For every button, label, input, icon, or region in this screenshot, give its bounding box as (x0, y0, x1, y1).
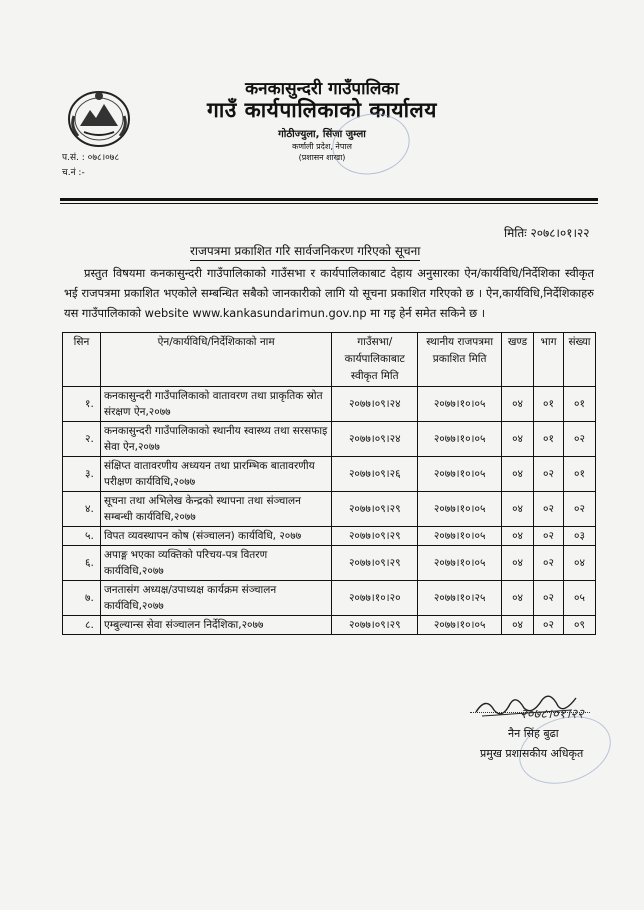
office-name: गाउँ कार्यपालिकाको कार्यालय (207, 98, 437, 122)
cell-name: विपत व्यवस्थापन कोष (संञ्चालन) कार्यविधि, २०७७ (100, 527, 331, 546)
cell-approved: २०७७।०९।२९ (332, 616, 418, 635)
header-sankhya: संख्या (563, 333, 595, 387)
table-row (63, 616, 596, 635)
cell-sankhya: ०३ (563, 527, 595, 546)
signature-date: २०७८।०१।२२ (520, 707, 584, 722)
cell-bhag: ०२ (534, 457, 564, 492)
table-row (63, 387, 596, 422)
table-row (63, 581, 596, 616)
signatory-name: नैन सिंह बुढा (508, 727, 559, 740)
table-header-row (63, 333, 596, 387)
cell-published: २०७७।१०।०५ (418, 492, 502, 527)
cell-sn: ८. (63, 616, 101, 635)
table-row (63, 527, 596, 546)
notice-date: मितिः २०७८।०१।२२ (504, 226, 590, 240)
office-province: कर्णाली प्रदेश, नेपाल (292, 142, 352, 151)
cell-sn: ३. (63, 457, 101, 492)
cell-bhag: ०१ (534, 387, 564, 422)
header-published-date: स्थानीय राजपत्रमा प्रकाशित मिति (418, 333, 502, 387)
cell-published: २०७७।१०।०५ (418, 527, 502, 546)
notice-subject: राजपत्रमा प्रकाशित गरि सार्वजनिकरण गरिएको सूचना (190, 242, 420, 261)
cell-sankhya: ०९ (563, 616, 595, 635)
cell-sankhya: ०५ (563, 581, 595, 616)
cell-name: कनकासुन्दरी गाउँपालिकाको वातावरण तथा प्राकृतिक स्रोत संरक्षण ऐन,२०७७ (100, 387, 331, 422)
cell-khanda: ०४ (502, 492, 534, 527)
cell-approved: २०७७।०९।२४ (332, 422, 418, 457)
cell-sankhya: ०२ (563, 422, 595, 457)
cell-sn: ७. (63, 581, 101, 616)
cell-published: २०७७।१०।०५ (418, 422, 502, 457)
cell-khanda: ०४ (502, 527, 534, 546)
header-bhag: भाग (534, 333, 564, 387)
cell-bhag: ०२ (534, 616, 564, 635)
cell-published: २०७७।१०।०५ (418, 616, 502, 635)
reference-number: प.सं. : ०७८।०७८ (62, 153, 120, 163)
cell-sn: ६. (63, 546, 101, 581)
notice-body: प्रस्तुत विषयमा कनकासुन्दरी गाउँपालिकाको गाउँसभा र कार्यपालिकाबाट देहाय अनुसारका ऐन/कार्यविधि/निर्देशिका स्वीकृत भई राजपत्रमा प्रकाशित भएकोले सम्बन्धित सबैको जानकारीको लागि यो सूचना प्रकाशित गरिएको छ । ऐन,कार्यविधि,निर्देशिकाहरु यस गाउँपालिकाको website www.kankasundarimun.gov.np मा गइ हेर्न समेत सकिने छ । (64, 266, 594, 320)
header-khanda: खण्ड (502, 333, 534, 387)
table-row (63, 546, 596, 581)
cell-approved: २०७७।०९।२९ (332, 546, 418, 581)
cell-sn: ५. (63, 527, 101, 546)
cell-published: २०७७।१०।०५ (418, 546, 502, 581)
cell-name: सूचना तथा अभिलेख केन्द्रको स्थापना तथा संञ्चालन सम्बन्धी कार्यविधि,२०७७ (100, 492, 331, 527)
table-row (63, 422, 596, 457)
cell-khanda: ०४ (502, 546, 534, 581)
cell-bhag: ०२ (534, 546, 564, 581)
cell-khanda: ०४ (502, 387, 534, 422)
cell-approved: २०७७।०९।२४ (332, 387, 418, 422)
cell-published: २०७७।१०।०५ (418, 387, 502, 422)
office-address: गोठीज्युला, सिंजा जुम्ला (278, 129, 366, 140)
cell-approved: २०७७।०९।२६ (332, 457, 418, 492)
signatory-title: प्रमुख प्रशासकीय अधिकृत (480, 747, 584, 760)
header-sn: सिन (63, 333, 101, 387)
office-section: (प्रशासन शाखा) (298, 153, 346, 162)
cell-published: २०७७।१०।०५ (418, 457, 502, 492)
cell-sn: १. (63, 387, 101, 422)
header-name: ऐन/कार्यविधि/निर्देशिकाको नाम (100, 333, 331, 387)
municipality-name: कनकासुन्दरी गाउँपालिका (245, 79, 399, 99)
cell-approved: २०७७।०९।२९ (332, 527, 418, 546)
cell-name: संक्षिप्त वातावरणीय अध्ययन तथा प्रारम्भिक बातावरणीय परीक्षण कार्यविधि,२०७७ (100, 457, 331, 492)
cell-sankhya: ०२ (563, 492, 595, 527)
cell-sankhya: ०१ (563, 457, 595, 492)
cell-sn: ४. (63, 492, 101, 527)
cell-sn: २. (63, 422, 101, 457)
table-row (63, 457, 596, 492)
cell-name: जनतासंग अध्यक्ष/उपाध्यक्ष कार्यक्रम संञ्चालन कार्यविधि,२०७७ (100, 581, 331, 616)
cell-khanda: ०४ (502, 581, 534, 616)
cell-bhag: ०२ (534, 492, 564, 527)
dispatch-number: च.नं :- (62, 168, 85, 178)
cell-approved: २०७७।०९।२९ (332, 492, 418, 527)
letterhead-divider-thin (60, 203, 598, 204)
cell-bhag: ०२ (534, 581, 564, 616)
cell-khanda: ०४ (502, 457, 534, 492)
cell-approved: २०७७।१०।२० (332, 581, 418, 616)
cell-name: अपाङ्ग भएका व्यक्तिको परिचय-पत्र वितरण कार्यविधि,२०७७ (100, 546, 331, 581)
letterhead-divider (60, 198, 598, 201)
cell-bhag: ०२ (534, 527, 564, 546)
cell-khanda: ०४ (502, 422, 534, 457)
cell-bhag: ०१ (534, 422, 564, 457)
cell-published: २०७७।१०।२५ (418, 581, 502, 616)
acts-table (62, 332, 596, 635)
cell-khanda: ०४ (502, 616, 534, 635)
cell-name: कनकासुन्दरी गाउँपालिकाको स्थानीय स्वास्थ्य तथा सरसफाइ सेवा ऐन,२०७७ (100, 422, 331, 457)
cell-sankhya: ०१ (563, 387, 595, 422)
cell-name: एम्बुल्यान्स सेवा संञ्चालन निर्देशिका,२०७७ (100, 616, 331, 635)
header-approved-date: गाउँसभा/ कार्यपालिकाबाट स्वीकृत मिति (332, 333, 418, 387)
table-row (63, 492, 596, 527)
cell-sankhya: ०४ (563, 546, 595, 581)
